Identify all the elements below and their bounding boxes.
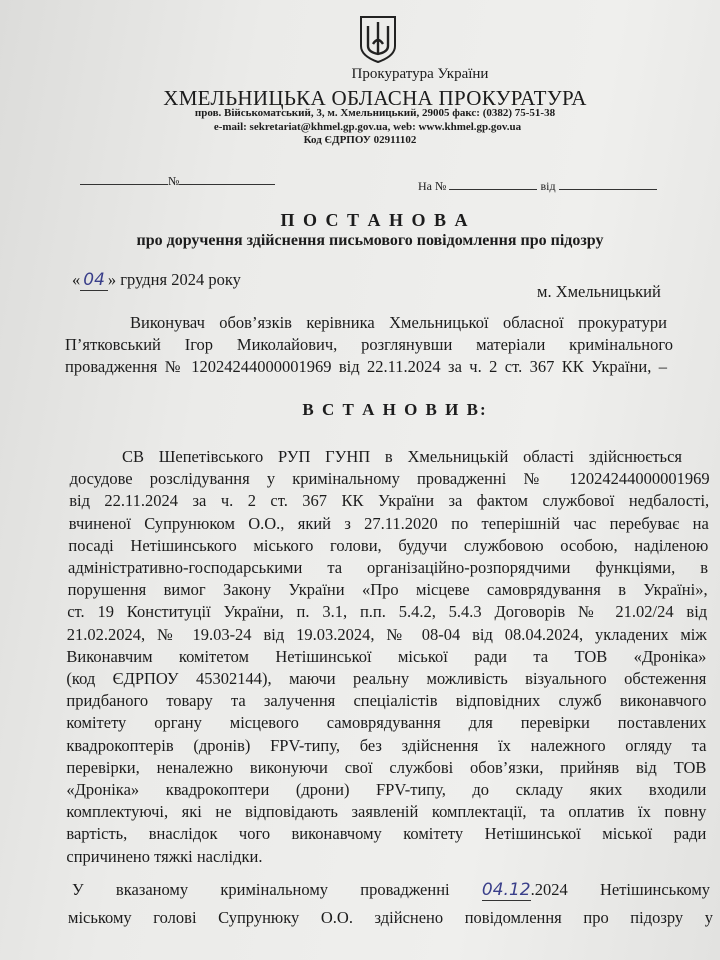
text-line: комітету органу місцевого самоврядування для перевірки поставлених <box>66 713 707 733</box>
text-line: вартість, внаслідок чого виконавчому комітету Нетішинської міської ради <box>66 824 707 844</box>
text-line: вчиненої Супрунюком О.О., який з 27.11.2020 по теперішній час перебуває на <box>68 513 709 533</box>
text-line: адміністративно-господарськими та організаційно-розпорядчими функціями, в <box>68 558 708 577</box>
text-line: СВ Шепетівського РУП ГУНП в Хмельницькій області здійснюється <box>122 447 682 466</box>
text-line: посаді Нетішинського міського голови, будучи службовою особою, наділеною <box>68 535 709 555</box>
doc-subtitle: про доручення здійснення письмового повідомлення про підозру <box>136 232 604 249</box>
last-paragraph-line: У вказаному кримінальному провадженні 04.12.2024 Нетішинському <box>72 880 711 900</box>
text-line: 21.02.2024, № 19.03-24 від 19.03.2024, № 08-04 від 08.04.2024, укладених між <box>66 624 707 644</box>
text-line: від 22.11.2024 за ч. 2 ст. 367 КК України за фактом службової недбалості, <box>69 491 710 511</box>
text-line: (код ЄДРПОУ 45302144), маючи реальну можливість візуального обстеження <box>66 669 707 688</box>
text-line: порушення вимог Закону України «Про місцеве самоврядування в Україні», <box>67 580 708 600</box>
text-line: перевірки, неналежно виконуючи свої службові обов’язки, прийняв від ТОВ <box>66 757 707 777</box>
doc-date: « 04 » грудня 2024 року <box>72 270 241 290</box>
org-name: ХМЕЛЬНИЦЬКА ОБЛАСНА ПРОКУРАТУРА <box>163 86 587 110</box>
text-line: Виконавчим комітетом Нетішинської міської ради та ТОВ «Дроніка» <box>66 646 707 666</box>
text-line: квадрокоптерів (дронів) FPV-типу, без здійснення їх належного огляду та <box>66 735 707 755</box>
text-line: спричинено тяжкі наслідки. <box>66 846 263 866</box>
org-address: пров. Військоматський, 3, м. Хмельницький, 29005 факс: (0382) 75-51-38 <box>194 107 556 119</box>
org-contacts: e-mail: sekretariat@khmel.gp.gov.ua, web: www.khmel.gp.gov.ua <box>213 121 522 133</box>
org-code: Код ЄДРПОУ 02911102 <box>303 134 417 146</box>
text-line: ст. 19 Конституції України, п. 3.1, п.п. 5.4.2, 5.4.3 Договорів № 21.02/24 від <box>67 602 708 622</box>
org-parent: Прокуратура України <box>351 66 489 82</box>
handwritten-day: 04 <box>80 270 108 291</box>
trident-emblem-icon <box>358 14 398 64</box>
text-line: Виконувач обов’язків керівника Хмельницької обласної прокуратури <box>130 313 667 332</box>
text-line: досудове розслідування у кримінальному провадженні № 12024244000001969 <box>69 469 710 489</box>
text-line: П’ятковський Ігор Миколайович, розглянувши матеріали кримінального <box>65 335 673 354</box>
text-line: «Дроніка» квадрокоптери (дрони) FPV-типу, до складу яких входили <box>66 780 707 799</box>
text-line: провадження № 12024244000001969 від 22.11.2024 за ч. 2 ст. 367 КК України, – <box>65 357 667 376</box>
incoming-number: На № від <box>418 177 657 194</box>
text-line: комплектуючі, які не відповідають заявленій комплектації, та оплатив їх повну <box>66 802 707 822</box>
last-paragraph-line: міському голові Супрунюку О.О. здійснено повідомлення про підозру у <box>68 908 713 927</box>
text-line: придбаного товару та залучення спеціалістів відповідних служб виконавчого <box>66 691 707 711</box>
section-heading: В С Т А Н О В И В: <box>302 400 488 419</box>
doc-title: П О С Т А Н О В А <box>280 210 470 230</box>
handwritten-date: 04.12 <box>481 880 531 900</box>
doc-city: м. Хмельницький <box>537 282 661 301</box>
outgoing-number: № <box>80 172 275 189</box>
